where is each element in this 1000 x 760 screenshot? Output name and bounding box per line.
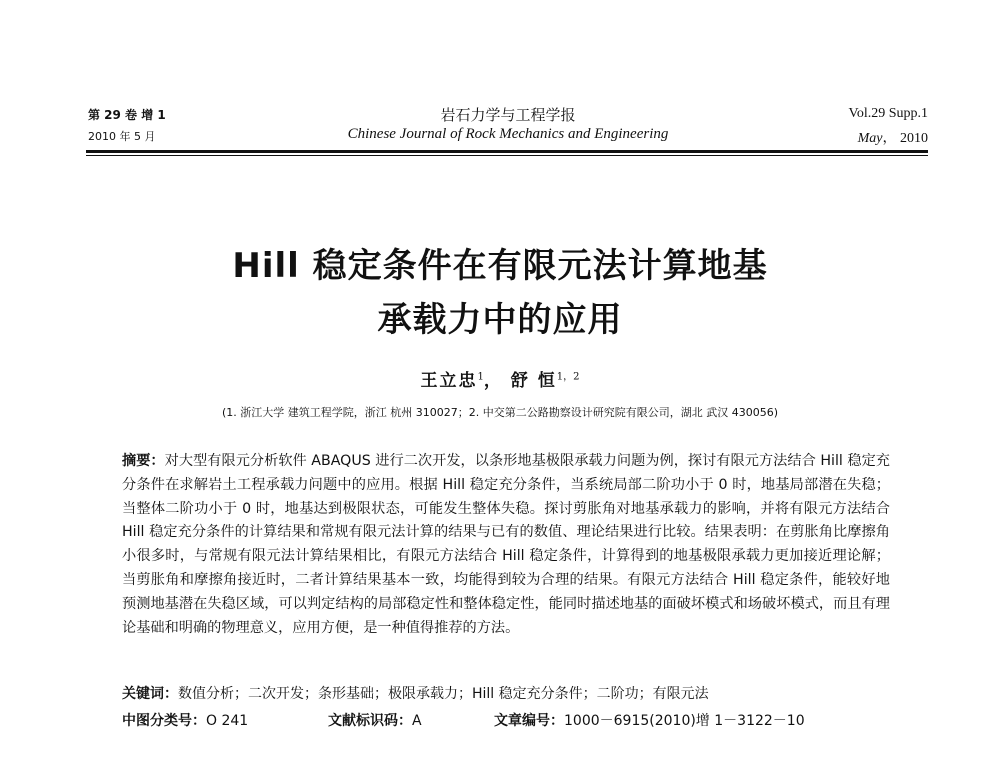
journal-name-cn: 岩石力学与工程学报	[440, 106, 576, 124]
abstract	[122, 450, 890, 640]
author-name: 王立忠	[420, 371, 478, 391]
document-code	[328, 710, 422, 730]
author-affiliation-mark: 1	[477, 371, 484, 383]
date-en	[858, 127, 928, 147]
article-number-label: 文章编号：	[494, 713, 564, 729]
affiliations: (1. 浙江大学 建筑工程学院，浙江 杭州 310027；2. 中交第二公路勘察设计研究院有限公司，湖北 武汉 430056)	[221, 406, 779, 419]
article-number-value: 1000－6915(2010)增 1－3122－10	[564, 713, 805, 729]
month-en: May	[857, 131, 883, 146]
author-list	[0, 366, 1000, 391]
keywords	[122, 683, 890, 703]
header-rule-thin	[86, 155, 928, 156]
abstract-text: 对大型有限元分析软件 ABAQUS 进行二次开发，以条形地基极限承载力问题为例，探讨有限元方法结合 Hill 稳定充分条件在求解岩土工程承载力问题中的应用。根据 Hill 稳定充分条件，当系统局部二阶功小于 0 时，地基局部潜在失稳；当整体二阶功小于 0 时，地基达到极限状态，可能发生整体失稳。探讨剪胀角对地基承载力的影响，并将有限元方法结合 Hill 稳定充分条件的计算结果和常规有限元法计算的结果与已有的数值、理论结果进行比较。结果表明：在剪胀角比摩擦角小很多时，与常规有限元法计算结果相比，有限元方法结合 Hill 稳定条件，计算得到的地基极限承载力更加接近理论解；当剪胀角和摩擦角接近时，二者计算结果基本一致，均能得到较为合理的结果。有限元方法结合 Hill 稳定条件，能较好地预测地基潜在失稳区域，可以判定结构的局部稳定性和整体稳定性，能同时描述地基的面破坏模式和场破坏模式，而且有理论基础和明确的物理意义，应用方便，是一种值得推荐的方法。	[122, 453, 890, 636]
clc-value: O 241	[206, 713, 249, 729]
article-number	[494, 710, 805, 730]
volume-issue-en: Vol.29 Supp.1	[848, 106, 928, 121]
author-affiliation-mark: 1，2	[556, 371, 580, 383]
journal-header	[88, 104, 928, 148]
author-name: 舒 恒	[510, 371, 557, 391]
keywords-label: 关键词：	[122, 686, 178, 702]
year-en: ， 2010	[882, 131, 928, 146]
date-cn: 2010 年 5 月	[88, 130, 156, 143]
clc-number	[122, 710, 248, 730]
author-separator: ，	[483, 371, 503, 391]
doc-code-value: A	[412, 713, 422, 729]
header-rule-thick	[86, 150, 928, 153]
paper-title-line-1: Hill 稳定条件在有限元法计算地基	[232, 246, 768, 286]
abstract-label: 摘要：	[122, 453, 165, 469]
doc-code-label: 文献标识码：	[328, 713, 412, 729]
journal-name-en: Chinese Journal of Rock Mechanics and Engineering	[347, 126, 669, 142]
keywords-text: 数值分析；二次开发；条形基础；极限承载力；Hill 稳定充分条件；二阶功；有限元法	[178, 686, 709, 702]
paper-title-line-2: 承载力中的应用	[377, 300, 623, 340]
clc-label: 中图分类号：	[122, 713, 206, 729]
volume-issue-cn: 第 29 卷 增 1	[88, 108, 166, 122]
